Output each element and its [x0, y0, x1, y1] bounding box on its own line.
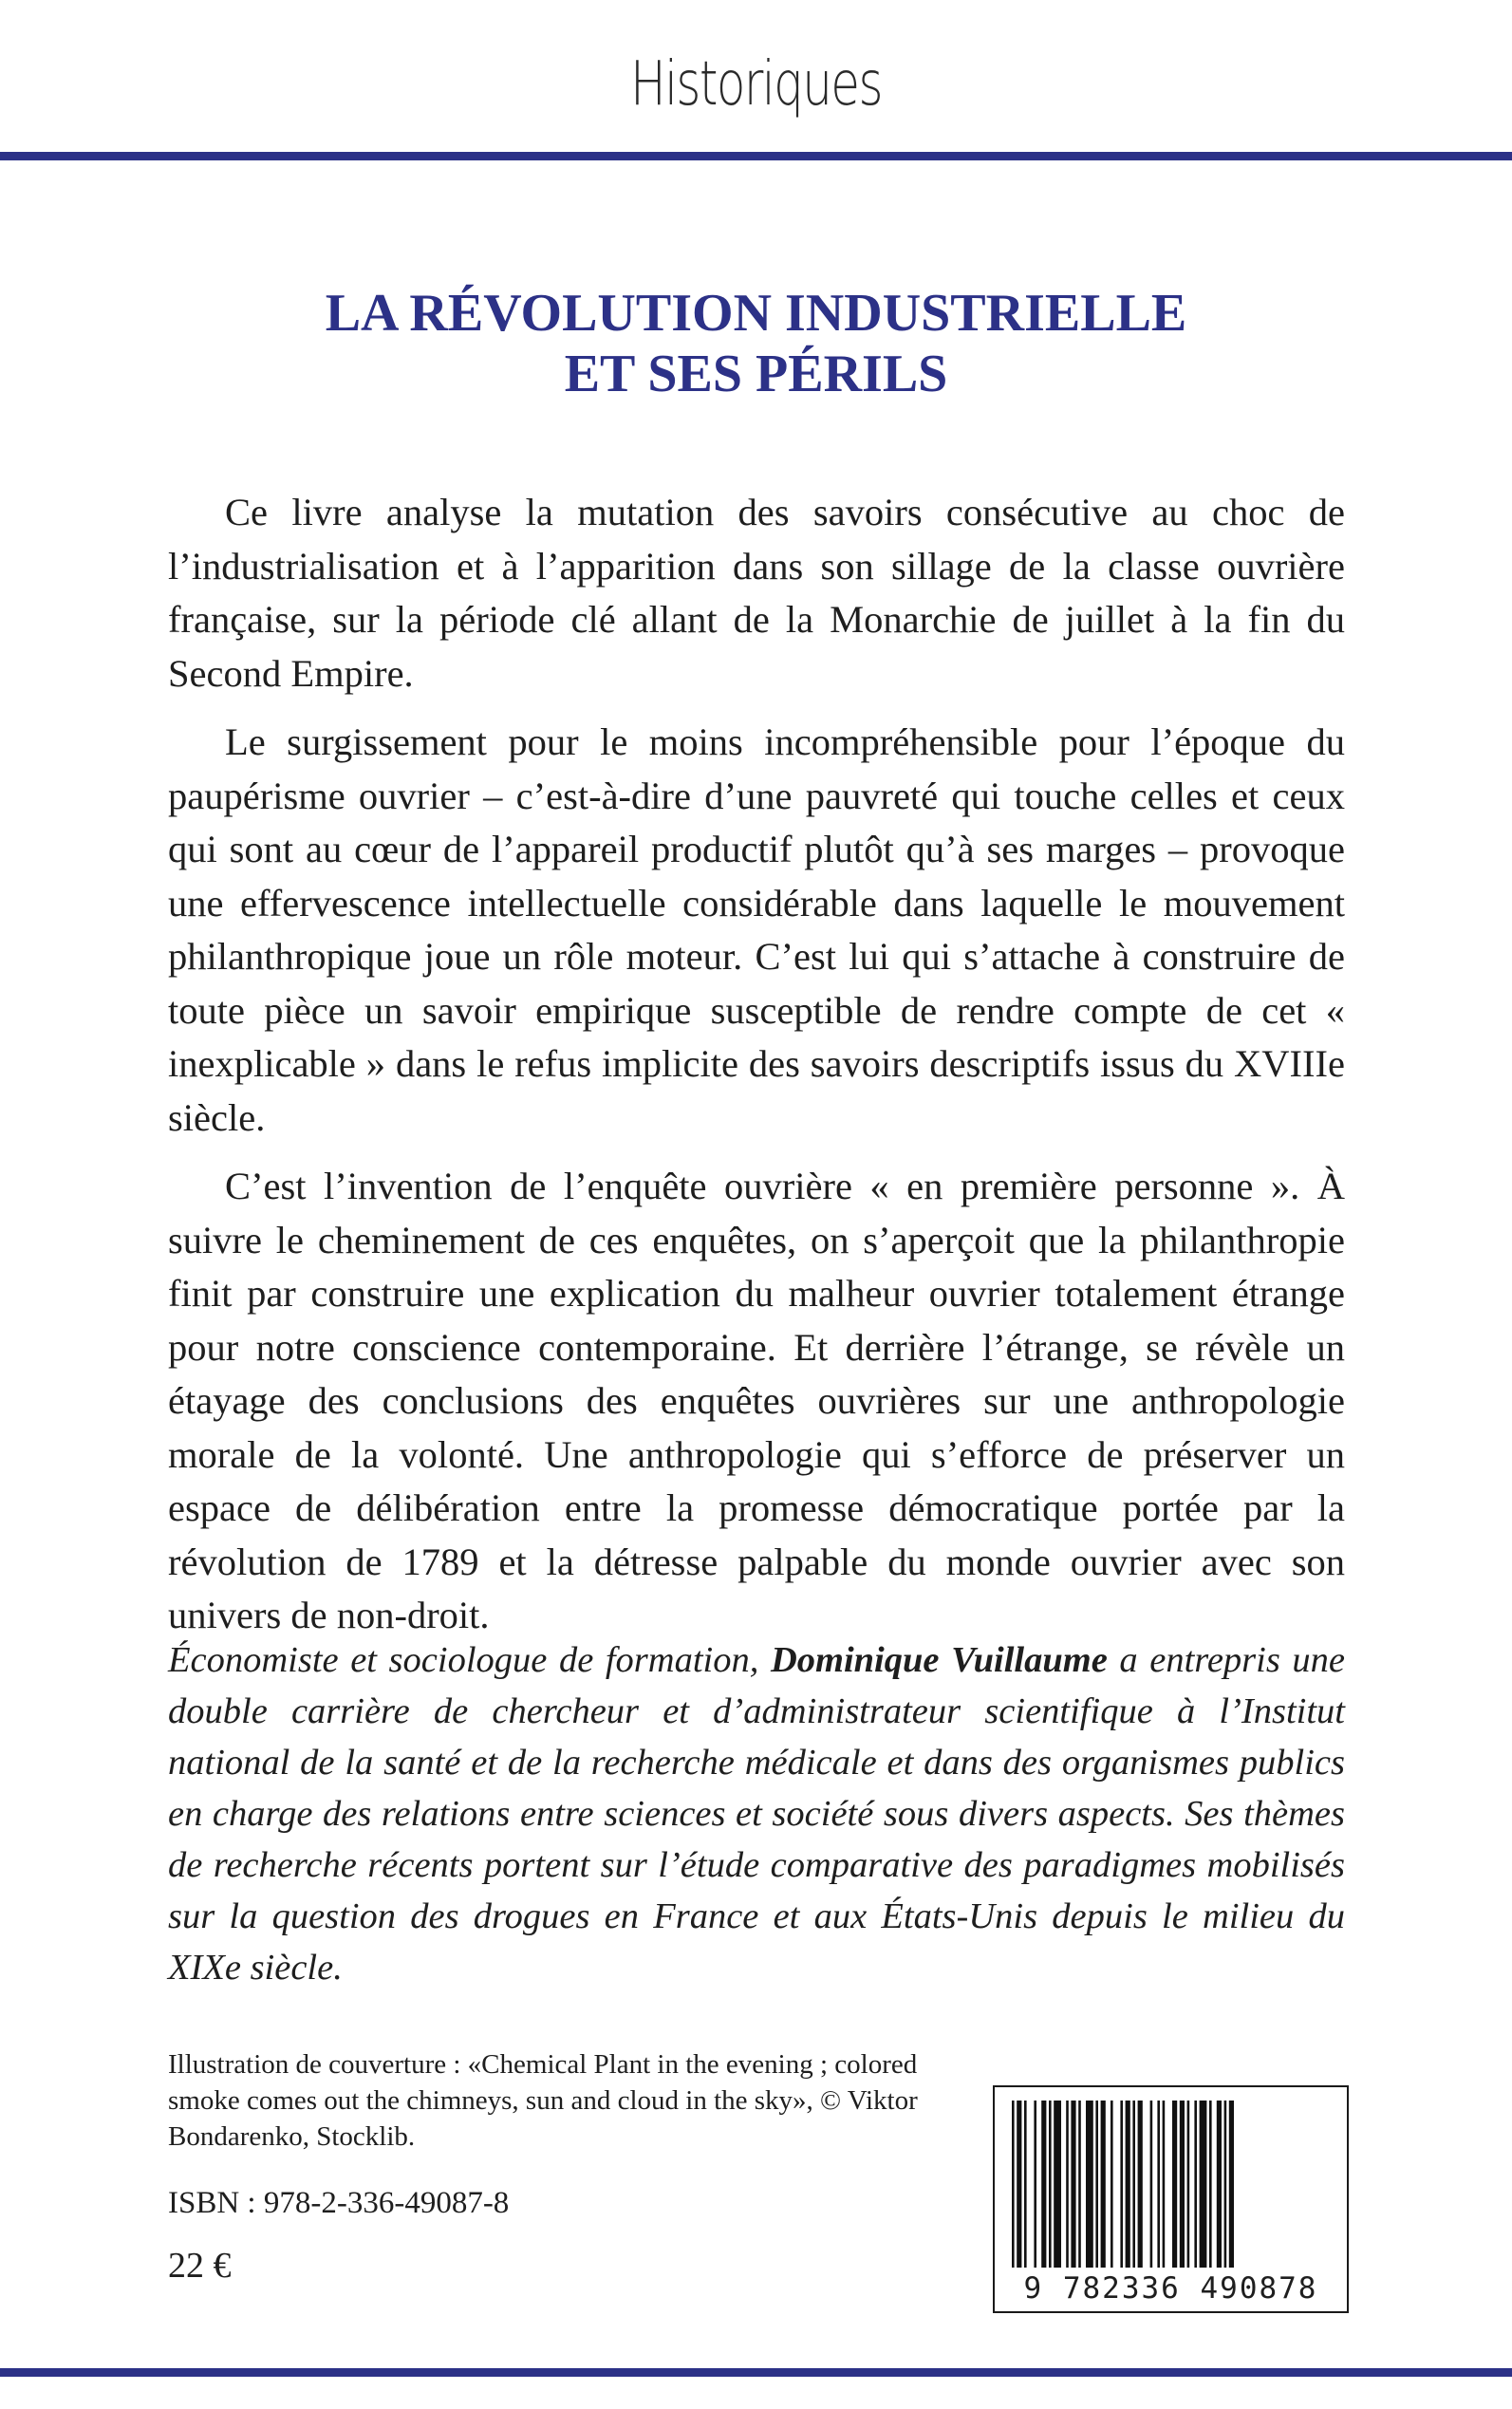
barcode-bar [1034, 2101, 1036, 2268]
top-rule [0, 152, 1512, 160]
cover-illustration-credit: Illustration de couverture : «Chemical Plant in the evening ; colored smoke comes out the chimneys, sun and cloud in the sky», © Viktor Bondarenko, Stocklib. [168, 2049, 918, 2152]
barcode-bar [1066, 2101, 1069, 2268]
price: 22 € [168, 2246, 232, 2286]
barcode-bar [1187, 2101, 1190, 2268]
barcode-bar [1024, 2101, 1027, 2268]
barcode-bar [1138, 2101, 1143, 2268]
barcode-bar [1200, 2101, 1207, 2268]
barcode-bar [1041, 2101, 1046, 2268]
barcode-bar [1101, 2101, 1106, 2268]
barcode-bar [1157, 2101, 1160, 2268]
author-bio [168, 1634, 1345, 1993]
bio-intro: Économiste et sociologue de formation, [168, 1640, 771, 1680]
barcode-bar [1163, 2101, 1166, 2268]
barcode-bar [1229, 2101, 1234, 2268]
title-line-2: ET SES PÉRILS [564, 345, 948, 403]
barcode-bar [1017, 2101, 1021, 2268]
barcode-bar [1209, 2101, 1212, 2268]
barcode-bar [1049, 2101, 1052, 2268]
author-name: Dominique Vuillaume [770, 1640, 1108, 1680]
barcode-bar [1172, 2101, 1177, 2268]
summary-paragraph-2: Le surgissement pour le moins incompréhensible pour l’époque du paupérisme ouvrier – c’est-à-dire d’une pauvreté qui touche celles et ceux qui sont au cœur de l’appareil productif plutôt qu’à ses marges – provoque une effervescence intellectuelle considérable dans laquelle le mouvement philanthropique joue un rôle moteur. C’est lui qui s’attache à construire de toute pièce un savoir empirique susceptible de rendre compte de cet « inexplicable » dans le refus implicite des savoirs descriptifs issus du XVIIIe siècle. [168, 720, 1345, 1139]
series-name: Historiques [630, 49, 882, 120]
barcode-bar [1194, 2101, 1197, 2268]
barcode-bar [1111, 2101, 1113, 2268]
barcode-bar [1126, 2101, 1130, 2268]
barcode-bar [1086, 2101, 1093, 2268]
isbn: ISBN : 978-2-336-49087-8 [168, 2186, 510, 2220]
bottom-rule [0, 2368, 1512, 2377]
title-line-1: LA RÉVOLUTION INDUSTRIELLE [325, 284, 1187, 343]
barcode-bars [1012, 2101, 1333, 2268]
barcode-digits: 9 782336 490878 [1023, 2271, 1318, 2306]
summary-paragraph-1: Ce livre analyse la mutation des savoirs consécutive au choc de l’industrialisation et à l’apparition dans son sillage de la classe ouvrière française, sur la période clé allant de la Monarchie de juillet à la fin du Second Empire. [168, 491, 1345, 695]
barcode-bar [1078, 2101, 1081, 2268]
barcode-bar [1180, 2101, 1185, 2268]
barcode-bar [1054, 2101, 1061, 2268]
summary [168, 486, 1345, 1658]
barcode-bar [1095, 2101, 1098, 2268]
barcode-bar [1071, 2101, 1075, 2268]
barcode [993, 2085, 1349, 2313]
barcode-bar [1224, 2101, 1227, 2268]
barcode-bar [1120, 2101, 1123, 2268]
barcode-bar [1012, 2101, 1015, 2268]
bio-text: a entrepris une double carrière de chercheur et d’administrateur scientifique à l’Institut national de la santé et de la recherche médicale et dans des organismes publics en charge des relations entre sciences et société sous divers aspects. Ses thèmes de recherche récents portent sur l’étude comparative des paradigmes mobilisés sur la question des drogues en France et aux États-Unis depuis le milieu du XIXe siècle. [168, 1640, 1345, 1988]
barcode-bar [1217, 2101, 1222, 2268]
summary-paragraph-3: C’est l’invention de l’enquête ouvrière « en première personne ». À suivre le cheminement de ces enquêtes, on s’aperçoit que la philanthropie finit par construire une explication du malheur ouvrier totalement étrange pour notre conscience contemporaine. Et derrière l’étrange, se révèle un étayage des conclusions des enquêtes ouvrières sur une anthropologie morale de la volonté. Une anthropologie qui s’efforce de préserver un espace de délibération entre la promesse démocratique portée par la révolution de 1789 et la détresse palpable du monde ouvrier avec son univers de non-droit. [168, 1165, 1345, 1636]
barcode-bar [1132, 2101, 1135, 2268]
book-title [0, 283, 1512, 404]
barcode-bar [1150, 2101, 1153, 2268]
